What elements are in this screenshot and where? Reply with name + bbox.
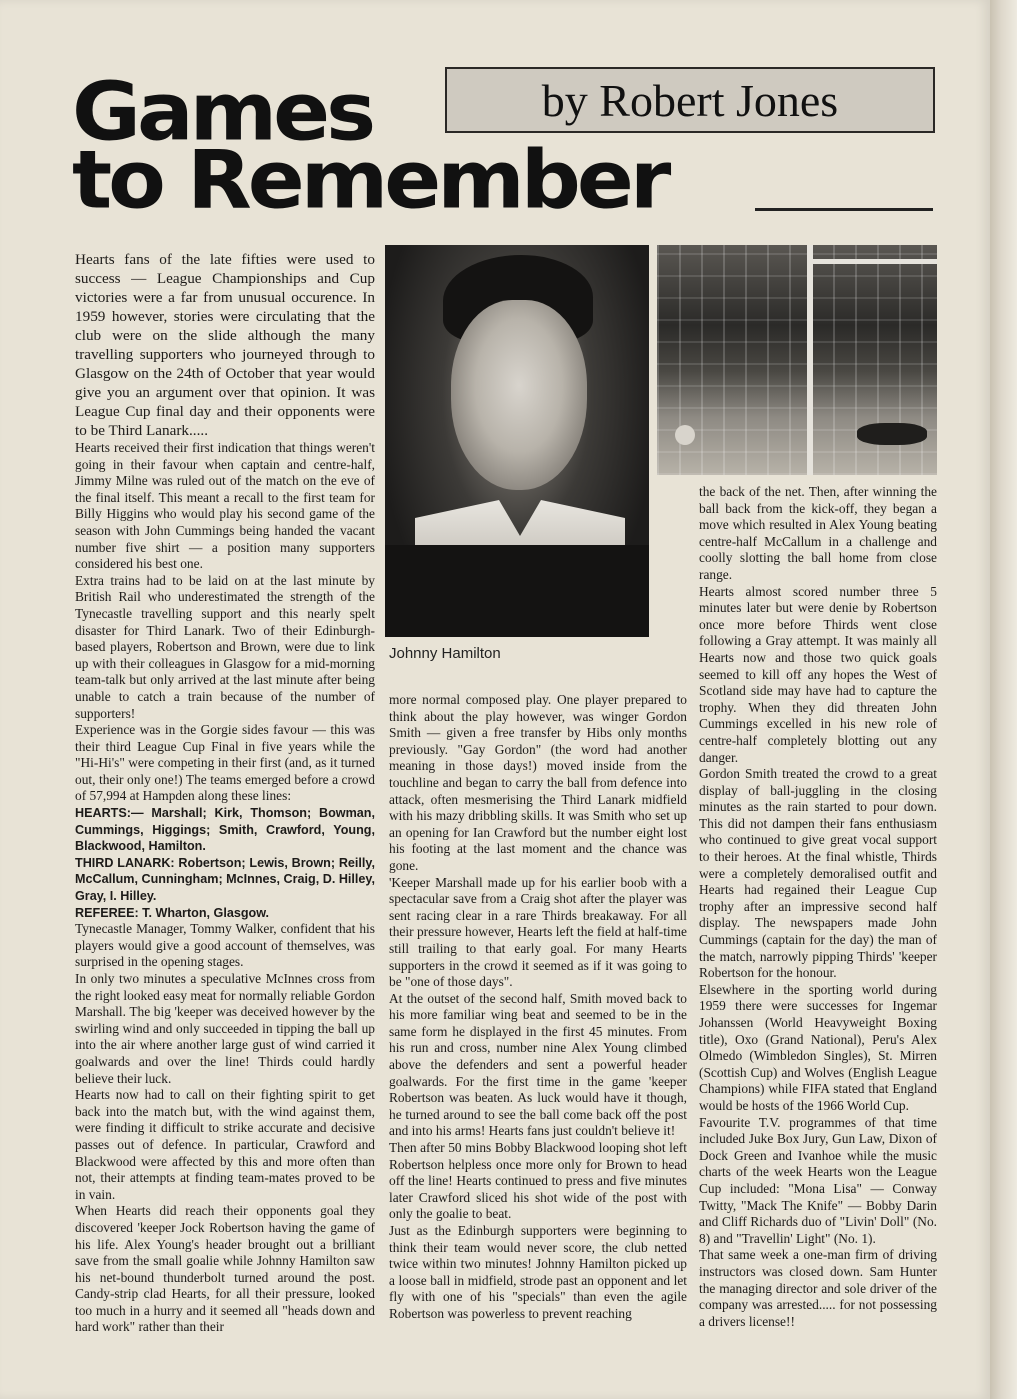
paragraph: Hearts fans of the late fifties were used to success — League Championships and Cup victories were a far from unusual occurence. In 1959 however, stories were circulating that the club were on the slide although the many travelling supporters who journeyed through to Glasgow on the 24th of October that year would give you an argument over that opinion. It was League Cup final day and their opponents were to be Third Lanark.....	[75, 251, 375, 439]
paragraph: Experience was in the Gorgie sides favour — this was their third League Cup Final in five years while the "Hi-Hi's" were competing in their first (and, as it turned out, their only one!) The teams emerged before a crowd of 57,994 at Hampden along these lines:	[75, 722, 375, 804]
byline-text: by Robert Jones	[541, 74, 839, 126]
paragraph: Hearts now had to call on their fighting spirit to get back into the match but, with the wind against them, were finding it difficult to strike accurate and decisive passes out of defence. In particular, Crawford and Blackwood were affected by this and more often than not, their attempts at finding team-mates proved to be in vain.	[75, 1087, 375, 1202]
third-lanark-lineup: THIRD LANARK: Robertson; Lewis, Brown; Reilly, McCallum, Cunningham; McInnes, Craig, D. Hilley, Gray, I. Hilley.	[75, 855, 375, 904]
article-column-2	[389, 692, 687, 1323]
hearts-lineup: HEARTS:— Marshall; Kirk, Thomson; Bowman, Cummings, Higgings; Smith, Crawford, Young, Blackwood, Hamilton.	[75, 806, 375, 854]
crossbar	[807, 259, 937, 264]
portrait-photo	[385, 245, 649, 637]
paragraph: When Hearts did reach their opponents goal they discovered 'keeper Jock Robertson having the game of his life. Alex Young's header brought out a brilliant save from the small goalie while Johnny Hamilton saw his net-bound thunderbolt turned around the post. Candy-strip clad Hearts, for all their pressure, looked too much in a hurry and it seemed all "heads down and hard work" rather than their	[75, 1203, 375, 1335]
article-column-3	[699, 484, 937, 1330]
paragraph: 'Keeper Marshall made up for his earlier boob with a spectacular save from a Craig shot after the player was sent racing clear in a rare Thirds breakaway. For all their pressure however, Hearts left the field at half-time still trailing to that early goal. For many Hearts supporters in the crowd it seemed as if it was going to be "one of those days".	[389, 874, 687, 990]
paragraph: Extra trains had to be laid on at the last minute by British Rail who underestimated the strength of the Tynecastle travelling support and this nearly spelt disaster for Third Lanark. Two of their Edinburgh-based players, Robertson and Brown, were due to link up with their colleagues in Glasgow for a mid-morning team-talk but only arrived at the last minute after being unable to catch a train because of the number of supporters!	[75, 572, 375, 721]
article-title-line2: to Remember	[72, 133, 668, 227]
paragraph: the back of the net. Then, after winning the ball back from the kick-off, they began a move which resulted in Alex Young beating centre-half McCallum in a challenge and coolly slotting the ball home from close range.	[699, 484, 937, 582]
paragraph: Elsewhere in the sporting world during 1959 there were successes for Ingemar Johanssen (World Heavyweight Boxing title), Oxo (Grand National), Peru's Alex Olmedo (Wimbledon Singles), St. Mirren (Scottish Cup) and Wolves (English League Champions) while FIFA stated that England would be hosts of the 1966 World Cup.	[699, 981, 937, 1113]
referee-line: REFEREE: T. Wharton, Glasgow.	[75, 905, 270, 920]
paragraph: more normal composed play. One player prepared to think about the play however, was winger Gordon Smith — given a free transfer by Hibs only months previously. "Gay Gordon" (the word had another meaning in those days!) moved inside from the touchline and began to carry the ball from defence into attack, often mesmerising the Third Lanark midfield with his mazy dribbling skills. It was Smith who set up an opening for Ian Crawford but the number eight lost his footing at the last moment and the chance was gone.	[389, 692, 687, 873]
paragraph: In only two minutes a speculative McInnes cross from the right looked easy meat for normally reliable Gordon Marshall. The big 'keeper was deceived however by the swirling wind and only succeeded in tipping the ball up into the air where another large gust of wind carried it goalwards and over the line! Thirds could hardly believe their luck.	[75, 971, 375, 1086]
byline-box	[445, 67, 935, 133]
article-title-line1: Games	[72, 65, 373, 159]
paragraph: Hearts almost scored number three 5 minutes later but were denie by Robertson once more before Thirds went close following a Gray attempt. It was mainly all Hearts now and those two quick goals seemed to kill off any hopes the West of Scotland side may have had to capture the trophy. When they did threaten John Cummings excelled in his new role of centre-half completely blotting out any danger.	[699, 583, 937, 765]
page-edge	[990, 0, 1017, 1399]
paragraph: At the outset of the second half, Smith moved back to his more familiar wing beat and seemed to be in the same form he displayed in the first 45 minutes. From his run and cross, number nine Alex Young climbed above the defenders and sent a powerful header goalwards. For the first time in the game 'keeper Robertson was beaten. As luck would have it though, he turned around to see the ball come back off the post and into his arms! Hearts fans just couldn't believe it!	[389, 990, 687, 1139]
paragraph: Hearts received their first indication that things weren't going in their favour when captain and centre-half, Jimmy Milne was ruled out of the match on the eve of the final itself. This meant a recall to the first team for Billy Higgins who would play his second game of the season with John Cummings being handed the vacant number five shirt — a position many supporters considered his best one.	[75, 440, 375, 572]
paragraph: Tynecastle Manager, Tommy Walker, confident that his players would give a good account of themselves, was surprised in the opening stages.	[75, 921, 375, 970]
title-rule	[755, 208, 933, 211]
diving-keeper	[857, 423, 927, 445]
article-column-1	[75, 250, 375, 1336]
paragraph: That same week a one-man firm of driving instructors was closed down. Sam Hunter the managing director and sole driver of the company was arrested..... for not possessing a drivers license!!	[699, 1247, 937, 1329]
photo-caption: Johnny Hamilton	[389, 645, 501, 662]
portrait-shirt	[385, 545, 649, 637]
portrait-face	[451, 300, 587, 490]
football	[675, 425, 695, 445]
paragraph: Just as the Edinburgh supporters were beginning to think their team would never score, the club netted twice within two minutes! Johnny Hamilton picked up a loose ball in midfield, strode past an opponent and let fly with one of his "specials" than even the agile Robertson was powerless to prevent reaching	[389, 1223, 687, 1321]
paragraph: Favourite T.V. programmes of that time included Juke Box Jury, Gun Law, Dixon of Dock Green and Ivanhoe while the music charts of the week Hearts won the League Cup included: "Mona Lisa" — Conway Twitty, "Mack The Knife" — Bobby Darin and Cliff Richards duo of "Livin' Doll" (No. 8) and "Travellin' Light" (No. 1).	[699, 1114, 937, 1246]
paragraph: Then after 50 mins Bobby Blackwood looping shot left Robertson helpless once more only for Brown to head off the line! Hearts continued to press and five minutes later Crawford sliced his shot wide of the post with only the goalie to beat.	[389, 1140, 687, 1222]
match-action-photo	[657, 245, 937, 475]
goal-post	[807, 245, 813, 475]
paragraph: Gordon Smith treated the crowd to a great display of ball-juggling in the closing minutes as the rain started to pour down. This did not dampen their fans enthusiasm who continued to give great vocal support to their heroes. At the final whistle, Thirds were a completely demoralised outfit and Hearts had regained their League Cup trophy after an impressive second half display. The newspapers made John Cummings (captain for the day) the man of the match, narrowly pipping Thirds' 'keeper Robertson for the honour.	[699, 766, 937, 981]
